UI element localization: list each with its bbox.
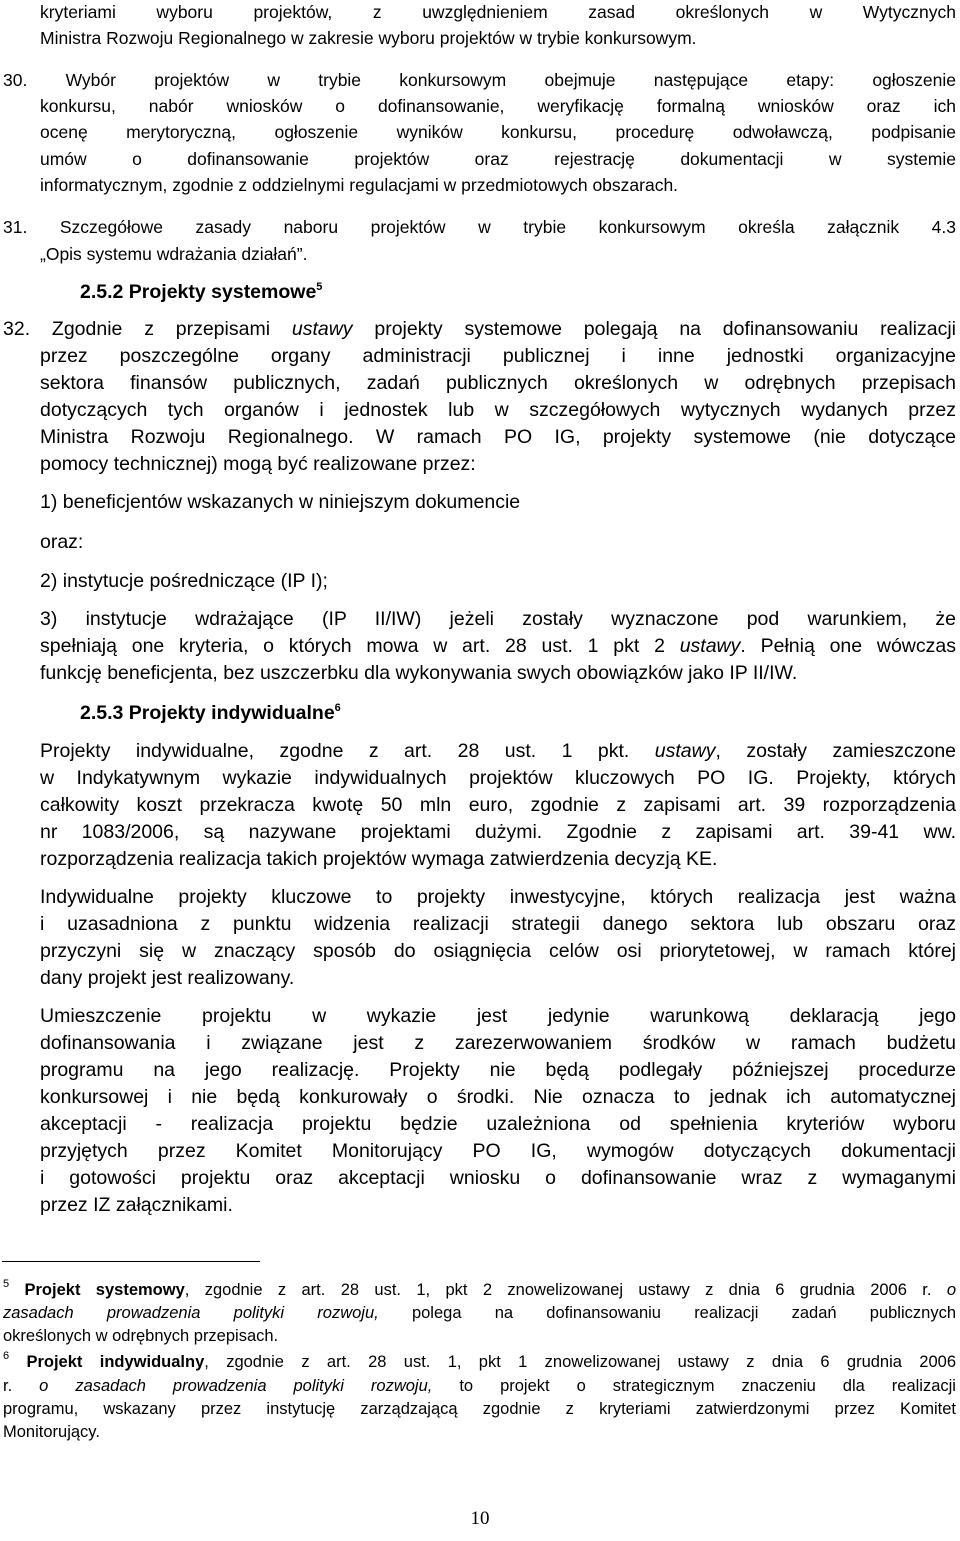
paragraph-31-line: „Opis systemu wdrażania działań”. [40,244,308,264]
individual-projects-para-1-line: w Indykatywnym wykazie indywidualnych projektów kluczowych PO IG. Projekty, których [40,767,956,789]
footnote-6-line: Monitorujący. [3,1423,100,1441]
individual-projects-para-3-line: konkursowej i nie będą konkurowały o środki. Nie oznacza to jednak ich automatycznej [40,1086,956,1108]
individual-projects-para-3-line: i gotowości projektu oraz akceptacji wniosku o dofinansowanie wraz z wymaganymi [40,1167,956,1189]
footnote-ref-5[interactable]: 5 [316,281,323,293]
paragraph-30-line: konkursu, nabór wniosków o dofinansowanie, weryfikację formalną wniosków oraz ich [40,96,956,116]
footnote-5-line: zasadach prowadzenia polityki rozwoju, polega na dofinansowaniu realizacji zadań publicznych [3,1304,956,1322]
individual-projects-para-1-line: Projekty indywidualne, zgodne z art. 28 ust. 1 pkt. ustawy, zostały zamieszczone [40,740,957,762]
individual-projects-para-3-line: Umieszczenie projektu w wykazie jest jedynie warunkową deklaracją jego [40,1005,956,1027]
paragraph-31-line: 31. Szczegółowe zasady naboru projektów w trybie konkursowym określa załącznik 4.3 [3,217,956,237]
paragraph-30-line: 30. Wybór projektów w trybie konkursowym obejmuje następujące etapy: ogłoszenie [3,70,956,90]
individual-projects-para-3-line: przyjętych przez Komitet Monitorujący PO IG, wymogów dotyczących dokumentacji [40,1140,956,1162]
list-item-2: 2) instytucje pośredniczące (IP I); [40,570,328,592]
list-item-3-line: funkcję beneficjenta, bez uszczerbku dla wykonywania swych obowiązków jako IP II/IW. [40,662,798,684]
section-heading-2-5-3: 2.5.3 Projekty indywidualne$^6$ [80,702,341,724]
individual-projects-para-3-line: programu na jego realizację. Projekty nie będą podlegały późniejszej procedurze [40,1059,956,1081]
individual-projects-para-2-line: Indywidualne projekty kluczowe to projekty inwestycyjne, których realizacja jest ważna [40,886,956,908]
individual-projects-para-1-line: nr 1083/2006, są nazywane projektami dużymi. Zgodnie z zapisami art. 39-41 ww. [40,821,956,843]
text-line: Ministra Rozwoju Regionalnego w zakresie wyboru projektów w trybie konkursowym. [40,28,697,48]
individual-projects-para-2-line: przyczyni się w znaczący sposób do osiągnięcia celów osi priorytetowej, w ramach której [40,940,956,962]
footnote-ref-6[interactable]: 6 [334,702,341,714]
individual-projects-para-3-line: akceptacji - realizacja projektu będzie uzależniona od spełnienia kryteriów wyboru [40,1113,956,1135]
paragraph-32-line: dotyczących tych organów i jednostek lub w szczegółowych wytycznych wydanych przez [40,399,956,421]
section-heading-2-5-2: 2.5.2 Projekty systemowe$^5$ [80,281,323,303]
footnote-6-line: r. o zasadach prowadzenia polityki rozwoju, to projekt o strategicznym znaczeniu dla realizacji [3,1377,956,1395]
paragraph-32-line: sektora finansów publicznych, zadań publicznych określonych w odrębnych przepisach [40,372,956,394]
footnote-separator [2,1261,260,1262]
footnote-5-line: $^5$ Projekt systemowy, zgodnie z art. 28 ust. 1, pkt 2 znowelizowanej ustawy z dnia 6 grudnia 2006 r. o [3,1278,956,1299]
paragraph-32-line: 32. Zgodnie z przepisami ustawy projekty systemowe polegają na dofinansowaniu realizacji [3,318,956,340]
list-connector-oraz: oraz: [40,531,84,553]
footnote-5-line: określonych w odrębnych przepisach. [3,1327,279,1345]
paragraph-32-line: przez poszczególne organy administracji publicznej i inne jednostki organizacyjne [40,345,956,367]
individual-projects-para-1-line: całkowity koszt przekracza kwotę 50 mln euro, zgodnie z zapisami art. 39 rozporządzenia [40,794,956,816]
footnote-6-line: $^6$ Projekt indywidualny, zgodnie z art. 28 ust. 1, pkt 1 znowelizowanej ustawy z dnia 6 grudnia 2006 [3,1350,956,1371]
paragraph-30-line: ocenę merytoryczną, ogłoszenie wyników konkursu, procedurę odwoławczą, podpisanie [40,122,956,142]
individual-projects-para-2-line: dany projekt jest realizowany. [40,967,295,989]
footnote-6-line: programu, wskazany przez instytucję zarządzającą zgodnie z kryteriami zatwierdzonymi przez Komitet [3,1400,956,1418]
individual-projects-para-1-line: rozporządzenia realizacja takich projektów wymaga zatwierdzenia decyzją KE. [40,848,718,870]
individual-projects-para-3-line: dofinansowania i związane jest z zarezerwowaniem środków w ramach budżetu [40,1032,956,1054]
text-line: kryteriami wyboru projektów, z uwzględnieniem zasad określonych w Wytycznych [40,2,956,22]
paragraph-32-line: pomocy technicznej) mogą być realizowane przez: [40,453,476,475]
page-number: 10 [470,1508,490,1529]
individual-projects-para-3-line: przez IZ załącznikami. [40,1194,233,1216]
list-item-3-line: 3) instytucje wdrażające (IP II/IW) jeżeli zostały wyznaczone pod warunkiem, że [40,608,956,630]
list-item-1: 1) beneficjentów wskazanych w niniejszym dokumencie [40,491,521,513]
paragraph-32-line: Ministra Rozwoju Regionalnego. W ramach PO IG, projekty systemowe (nie dotyczące [40,426,956,448]
individual-projects-para-2-line: i uzasadniona z punktu widzenia realizacji strategii danego sektora lub obszaru oraz [40,913,956,935]
paragraph-30-line: umów o dofinansowanie projektów oraz rejestrację dokumentacji w systemie [40,149,956,169]
paragraph-30-line: informatycznym, zgodnie z oddzielnymi regulacjami w przedmiotowych obszarach. [40,175,679,195]
list-item-3-line: spełniają one kryteria, o których mowa w art. 28 ust. 1 pkt 2 ustawy. Pełnią one wówczas [40,635,956,657]
